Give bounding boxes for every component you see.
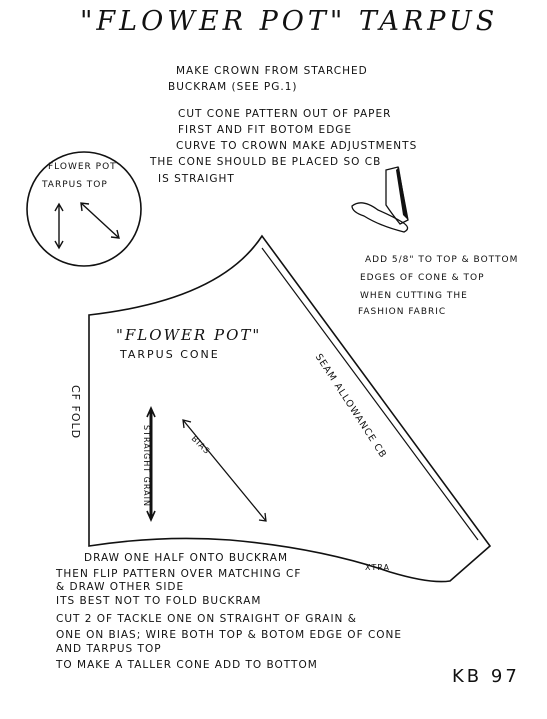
cone-pattern-outline [89,236,490,582]
crown-instruction-3: CUT CONE PATTERN OUT OF PAPER [178,108,392,120]
seam-allowance-label: SEAM ALLOWANCE CB [312,352,389,461]
circle-bias-arrow [81,203,119,238]
crown-instruction-6: THE CONE SHOULD BE PLACED SO CB [150,156,382,168]
bottom-instruction-8: TO MAKE A TALLER CONE ADD TO BOTTOM [56,659,318,671]
crown-brim-sketch [352,203,408,232]
bottom-instruction-2: THEN FLIP PATTERN OVER MATCHING CF [56,568,302,580]
bottom-instruction-6: ONE ON BIAS; WIRE BOTH TOP & BOTOM EDGE OF CONE [56,629,403,641]
seam-note-line-2: EDGES OF CONE & TOP [360,273,485,283]
grain-label: STRAIGHT GRAIN [142,425,151,507]
cone-label-line-2: TARPUS CONE [120,348,220,361]
cone-sketch-shade [396,167,408,220]
circle-label-line-1: FLOWER POT [48,162,117,172]
bottom-instruction-3: & DRAW OTHER SIDE [56,581,185,593]
bias-arrow [183,420,266,521]
crown-instruction-1: MAKE CROWN FROM STARCHED [176,65,368,77]
seam-allowance-line [262,248,478,540]
seam-note-line-4: FASHION FABRIC [358,307,447,317]
bottom-instruction-4: ITS BEST NOT TO FOLD BUCKRAM [56,595,262,607]
notch-label: XTRA [365,563,390,572]
seam-note-line-1: ADD 5/8" TO TOP & BOTTOM [365,255,519,265]
page-title: "FLOWER POT" TARPUS [80,6,499,37]
bottom-instruction-5: CUT 2 OF TACKLE ONE ON STRAIGHT OF GRAIN & [56,613,357,625]
crown-instruction-2: BUCKRAM (SEE PG.1) [168,81,298,93]
cone-label-line-1: "FLOWER POT" [116,326,262,344]
cf-fold-label: CF FOLD [69,385,82,440]
circle-label-line-2: TARPUS TOP [42,180,108,190]
crown-instruction-4: FIRST AND FIT BOTOM EDGE [178,124,353,136]
crown-instruction-5: CURVE TO CROWN MAKE ADJUSTMENTS [176,140,418,152]
initials: KB 97 [452,666,520,687]
bias-label: BIAS [189,434,212,457]
tarpus-top-circle [27,152,141,266]
bottom-instruction-1: DRAW ONE HALF ONTO BUCKRAM [84,552,289,564]
bottom-instruction-7: AND TARPUS TOP [56,643,162,655]
seam-note-line-3: WHEN CUTTING THE [360,291,468,301]
crown-instruction-7: IS STRAIGHT [158,173,235,185]
